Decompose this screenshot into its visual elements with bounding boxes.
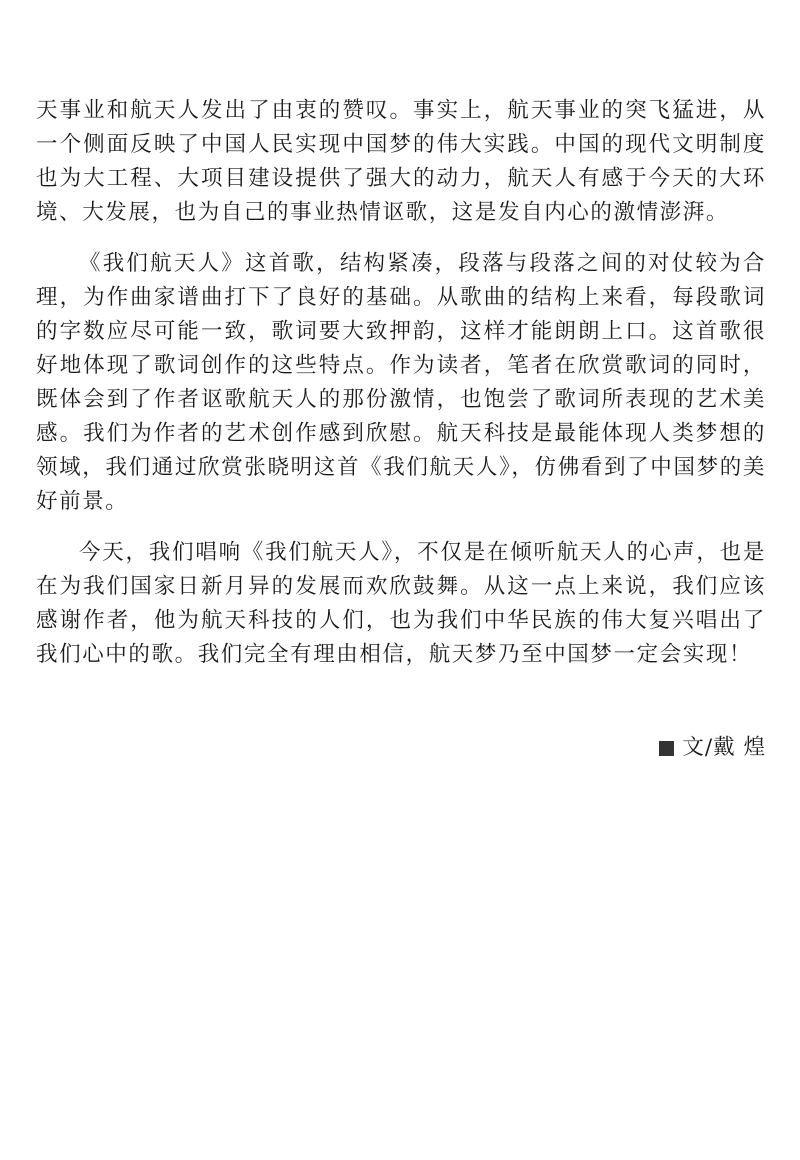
article-body <box>36 94 766 689</box>
author-byline <box>659 731 766 765</box>
paragraph-2: 《我们航天人》这首歌，结构紧凑，段落与段落之间的对仗较为合理，为作曲家谱曲打下了良好的基础。从歌曲的结构上来看，每段歌词的字数应尽可能一致，歌词要大致押韵，这样才能朗朗上口。这首歌很好地体现了歌词创作的这些特点。作为读者，笔者在欣赏歌词的同时，既体会到了作者讴歌航天人的那份激情，也饱尝了歌词所表现的艺术美感。我们为作者的艺术创作感到欣慰。航天科技是最能体现人类梦想的领域，我们通过欣赏张晓明这首《我们航天人》，仿佛看到了中国梦的美好前景。 <box>36 251 766 514</box>
author-name: 文/戴 煌 <box>682 735 766 760</box>
square-bullet-icon <box>659 741 674 756</box>
paragraph-3: 今天，我们唱响《我们航天人》，不仅是在倾听航天人的心声，也是在为我们国家日新月异的发展而欢欣鼓舞。从这一点上来说，我们应该感谢作者，他为航天科技的人们，也为我们中华民族的伟大复兴唱出了我们心中的歌。我们完全有理由相信，航天梦乃至中国梦一定会实现！ <box>36 540 766 667</box>
paragraph-1: 天事业和航天人发出了由衷的赞叹。事实上，航天事业的突飞猛进，从一个侧面反映了中国人民实现中国梦的伟大实践。中国的现代文明制度也为大工程、大项目建设提供了强大的动力，航天人有感于今天的大环境、大发展，也为自己的事业热情讴歌，这是发自内心的激情澎湃。 <box>36 98 766 225</box>
